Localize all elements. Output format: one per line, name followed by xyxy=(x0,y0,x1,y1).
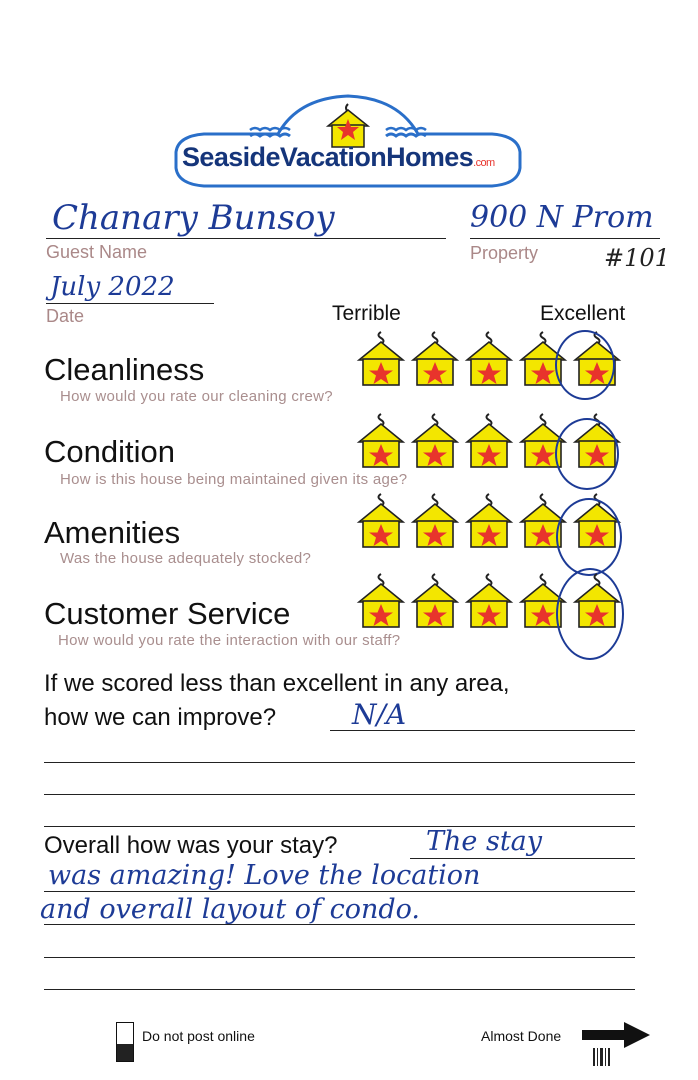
brand-name: SeasideVacationHomes xyxy=(182,142,474,172)
almost-done-label: Almost Done xyxy=(481,1028,562,1044)
do-not-post-checkbox[interactable] xyxy=(116,1022,134,1062)
blank-line xyxy=(44,826,635,827)
overall-question: Overall how was your stay? xyxy=(44,832,338,859)
do-not-post-label: Do not post online xyxy=(142,1028,255,1044)
rating-house-2[interactable] xyxy=(410,412,460,470)
overall-answer-line3: and overall layout of condo. xyxy=(40,894,421,925)
rating-house-2[interactable] xyxy=(410,492,460,550)
date-label: Date xyxy=(46,306,85,326)
rating-house-1[interactable] xyxy=(356,412,406,470)
selected-rating-circle xyxy=(555,418,619,490)
brand-suffix: .com xyxy=(473,157,495,169)
overall-answer-line1: The stay xyxy=(426,826,543,857)
rating-house-1[interactable] xyxy=(356,572,406,630)
selected-rating-circle xyxy=(555,330,615,400)
improve-answer: N/A xyxy=(352,698,407,731)
selected-rating-circle xyxy=(556,498,622,576)
rating-house-2[interactable] xyxy=(410,572,460,630)
rating-label: Condition xyxy=(44,434,175,469)
property-number: #101 xyxy=(604,244,670,272)
rating-label: Amenities xyxy=(44,515,181,550)
rating-house-3[interactable] xyxy=(464,572,514,630)
rating-hint: How is this house being maintained given its age? xyxy=(60,471,408,488)
blank-line xyxy=(44,794,635,795)
overall-answer-line2: was amazing! Love the location xyxy=(48,860,481,891)
property-value: 900 N Prom xyxy=(470,200,654,235)
improve-question-line2: how we can improve? xyxy=(44,704,277,731)
rating-house-3[interactable] xyxy=(464,330,514,388)
rating-hint: How would you rate the interaction with our staff? xyxy=(58,632,401,649)
guest-name-value: Chanary Bunsoy xyxy=(52,198,335,238)
rating-hint: How would you rate our cleaning crew? xyxy=(60,388,333,405)
blank-line xyxy=(44,957,635,958)
improve-line xyxy=(330,730,635,731)
date-value: July 2022 xyxy=(50,272,175,302)
rating-hint: Was the house adequately stocked? xyxy=(60,550,312,567)
rating-house-1[interactable] xyxy=(356,330,406,388)
scale-high-label: Excellent xyxy=(540,302,626,325)
rating-house-1[interactable] xyxy=(356,492,406,550)
rating-house-3[interactable] xyxy=(464,492,514,550)
logo xyxy=(168,90,528,190)
scale-low-label: Terrible xyxy=(332,302,401,325)
rating-label: Customer Service xyxy=(44,596,291,631)
rating-house-2[interactable] xyxy=(410,330,460,388)
rating-house-3[interactable] xyxy=(464,412,514,470)
barcode-icon xyxy=(592,1046,612,1073)
blank-line xyxy=(44,762,635,763)
selected-rating-circle xyxy=(556,568,624,660)
blank-line xyxy=(44,989,635,990)
guest-name-label: Guest Name xyxy=(46,242,148,262)
rating-label: Cleanliness xyxy=(44,352,205,387)
improve-question-line1: If we scored less than excellent in any area, xyxy=(44,670,510,697)
property-label: Property xyxy=(470,243,539,263)
